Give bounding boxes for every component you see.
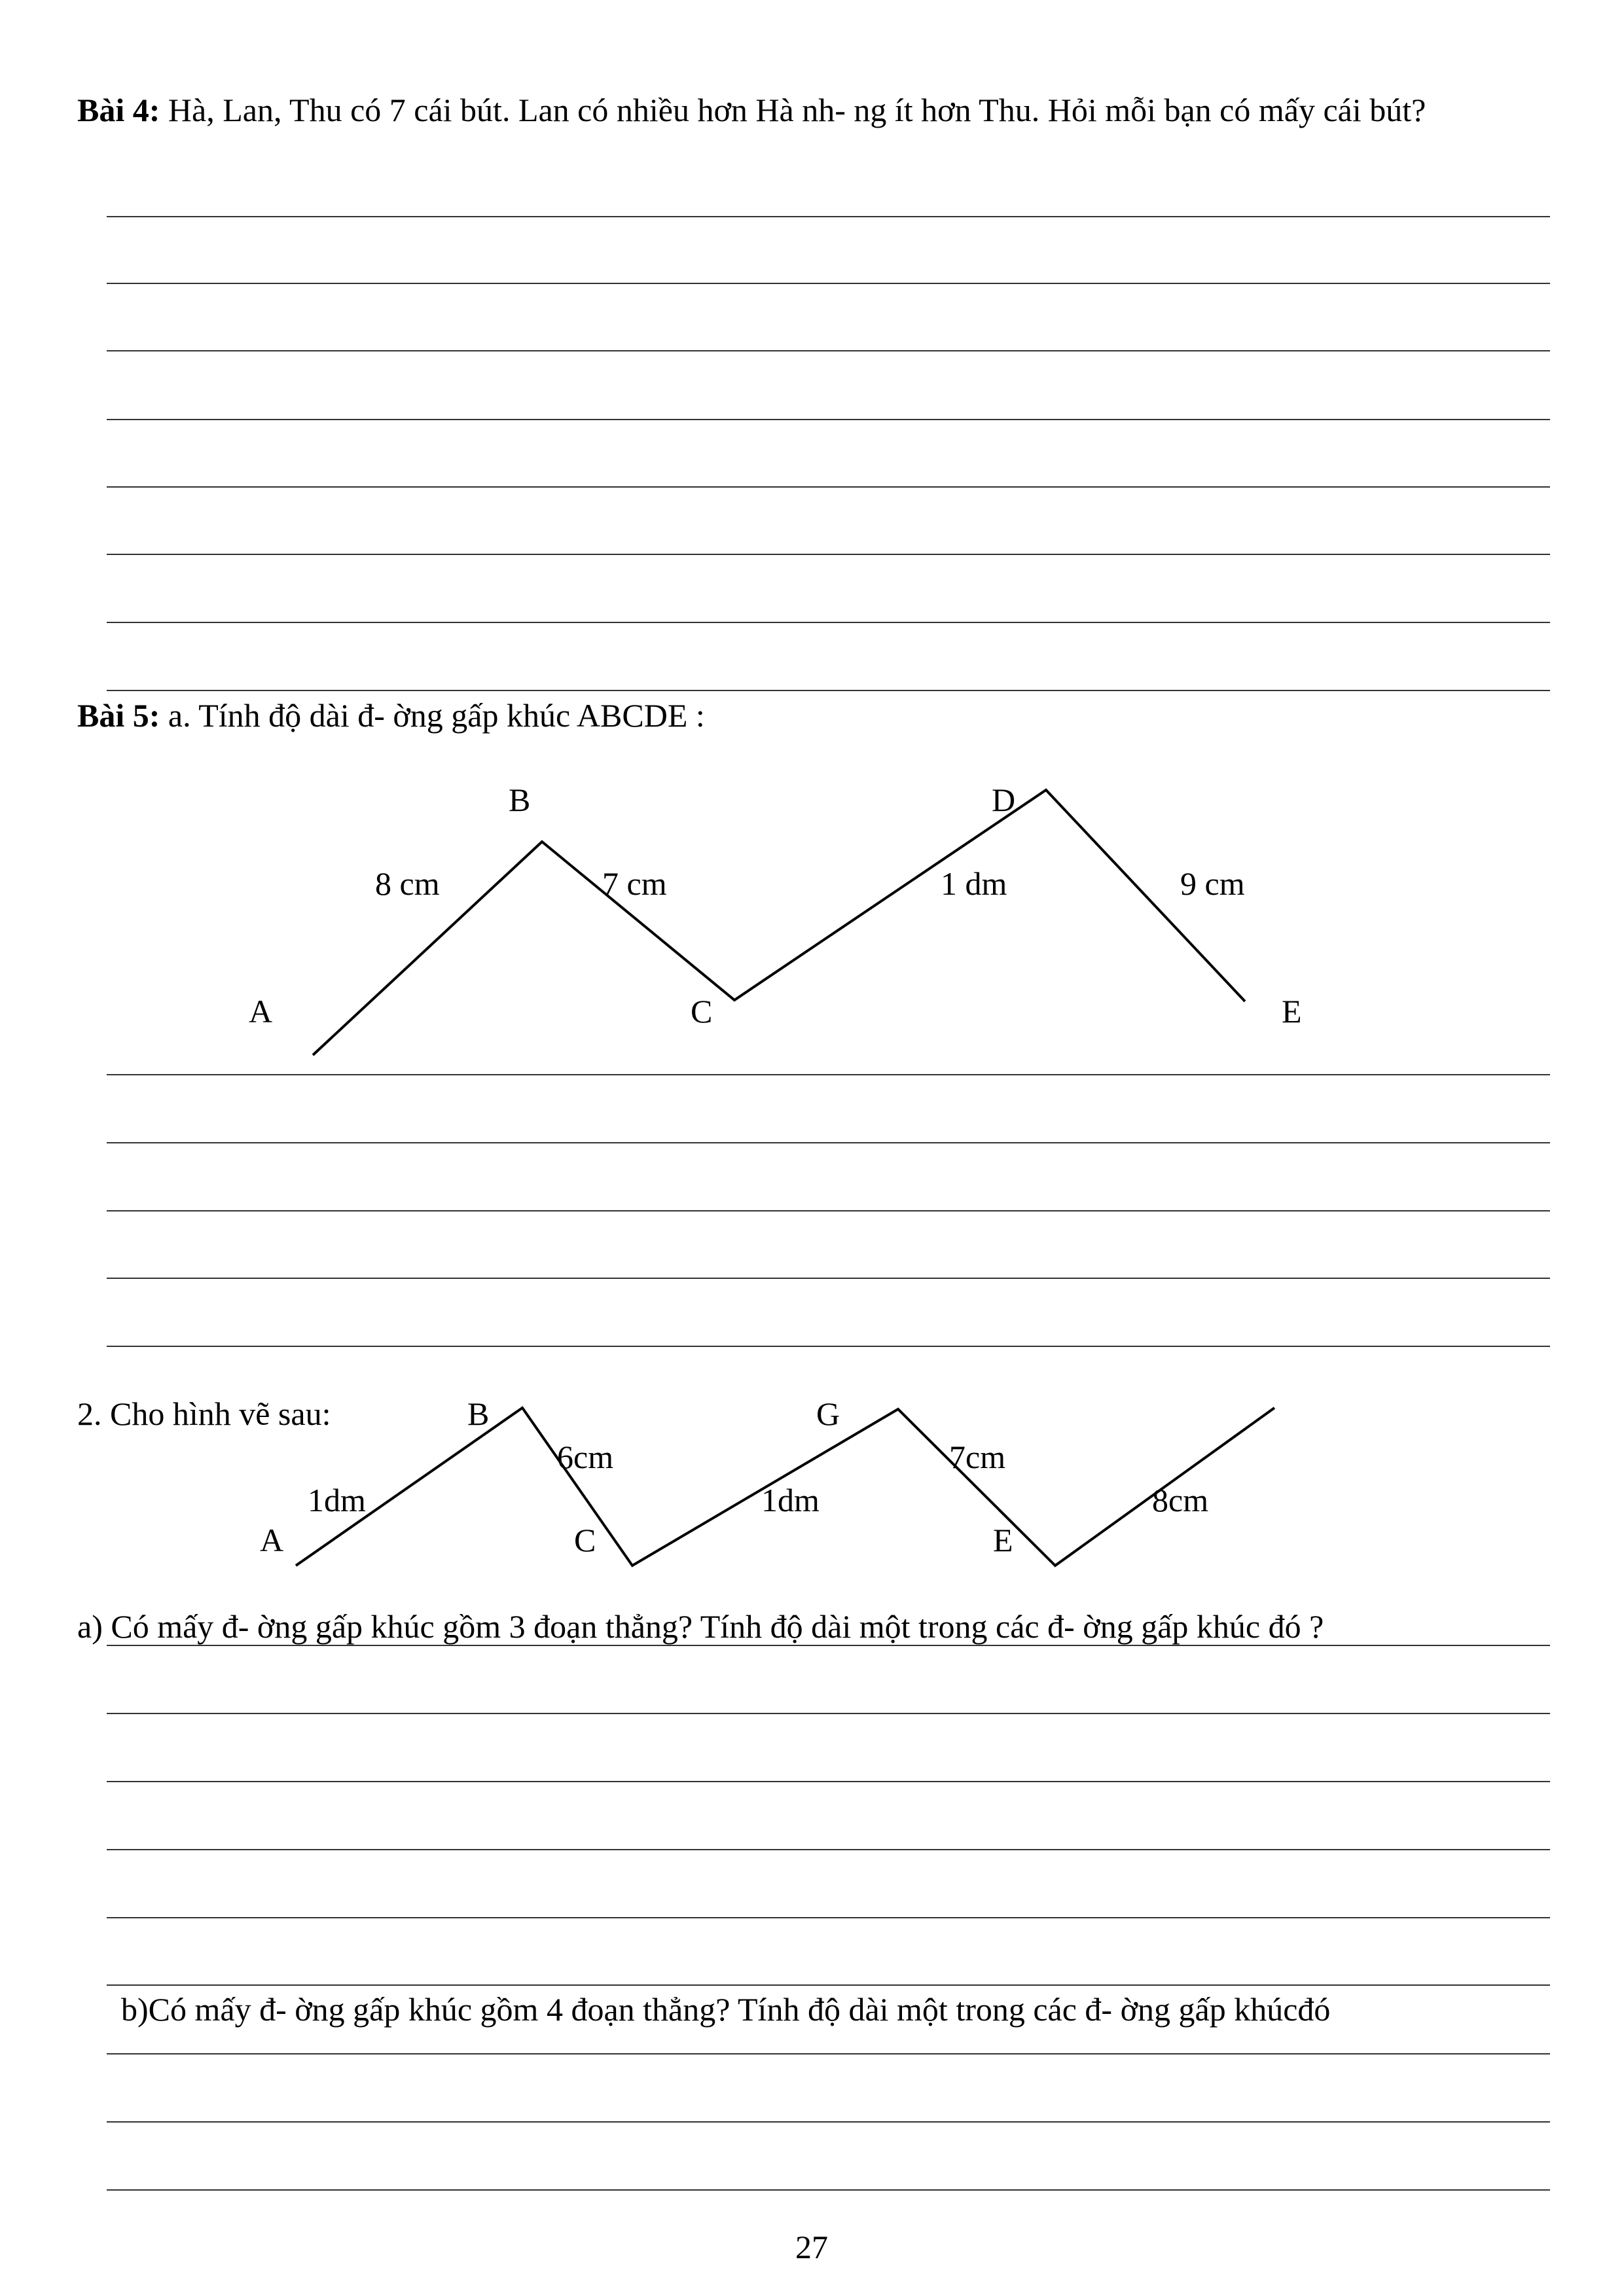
- point-label-a: A: [249, 993, 273, 1030]
- point-label-b: B: [509, 781, 531, 818]
- segment-label-ab2: 1dm: [308, 1482, 366, 1518]
- segment-label-ge2: 7cm: [949, 1439, 1006, 1475]
- answer-line[interactable]: [107, 1781, 1550, 1782]
- point-label-a2: A: [260, 1522, 284, 1558]
- answer-line[interactable]: [107, 2053, 1550, 2054]
- answer-line[interactable]: [107, 1917, 1550, 1918]
- answer-line[interactable]: [107, 2189, 1550, 2191]
- segment-label-ab: 8 cm: [375, 865, 440, 902]
- segment-label-e-end2: 8cm: [1152, 1482, 1209, 1518]
- bai4-label: Bài 4:: [77, 92, 160, 128]
- point-label-g2: G: [816, 1395, 840, 1432]
- answer-line[interactable]: [107, 1074, 1550, 1075]
- point-label-d: D: [992, 781, 1016, 818]
- part2-question-a: a) Có mấy đ- ờng gấp khúc gồm 3 đoạn thẳng? Tính độ dài một trong các đ- ờng gấp khúc đó ?: [77, 1608, 1324, 1645]
- point-label-c: C: [691, 993, 713, 1030]
- answer-line[interactable]: [107, 1645, 1550, 1646]
- answer-line[interactable]: [107, 1278, 1550, 1279]
- point-label-e2: E: [993, 1522, 1013, 1558]
- segment-label-cd: 1 dm: [941, 865, 1007, 902]
- answer-line[interactable]: [107, 1142, 1550, 1143]
- answer-line[interactable]: [107, 1210, 1550, 1211]
- point-label-c2: C: [574, 1522, 596, 1558]
- segment-label-bc: 7 cm: [602, 865, 667, 902]
- page-number: 27: [795, 2229, 828, 2265]
- answer-line[interactable]: [107, 2121, 1550, 2123]
- bai5-label: Bài 5:: [77, 697, 160, 734]
- polyline-abcde: [313, 790, 1245, 1055]
- part2-intro: 2. Cho hình vẽ sau:: [77, 1395, 331, 1432]
- answer-line[interactable]: [107, 1346, 1550, 1347]
- part2-question-b: b)Có mấy đ- ờng gấp khúc gồm 4 đoạn thẳng? Tính độ dài một trong các đ- ờng gấp khúcđó: [121, 1991, 1331, 2028]
- answer-line[interactable]: [107, 1713, 1550, 1714]
- bai4-text: Hà, Lan, Thu có 7 cái bút. Lan có nhiều hơn Hà nh- ng ít hơn Thu. Hỏi mỗi bạn có mấy cái bút?: [168, 92, 1426, 128]
- answer-line[interactable]: [107, 1984, 1550, 1986]
- segment-label-cg2: 1dm: [761, 1482, 820, 1518]
- bai5-question-a: a. Tính độ dài đ- ờng gấp khúc ABCDE :: [168, 697, 705, 734]
- point-label-e: E: [1282, 993, 1302, 1030]
- point-label-b2: B: [467, 1395, 490, 1432]
- segment-label-de: 9 cm: [1180, 865, 1245, 902]
- answer-line[interactable]: [107, 1849, 1550, 1850]
- segment-label-bc2: 6cm: [557, 1439, 614, 1475]
